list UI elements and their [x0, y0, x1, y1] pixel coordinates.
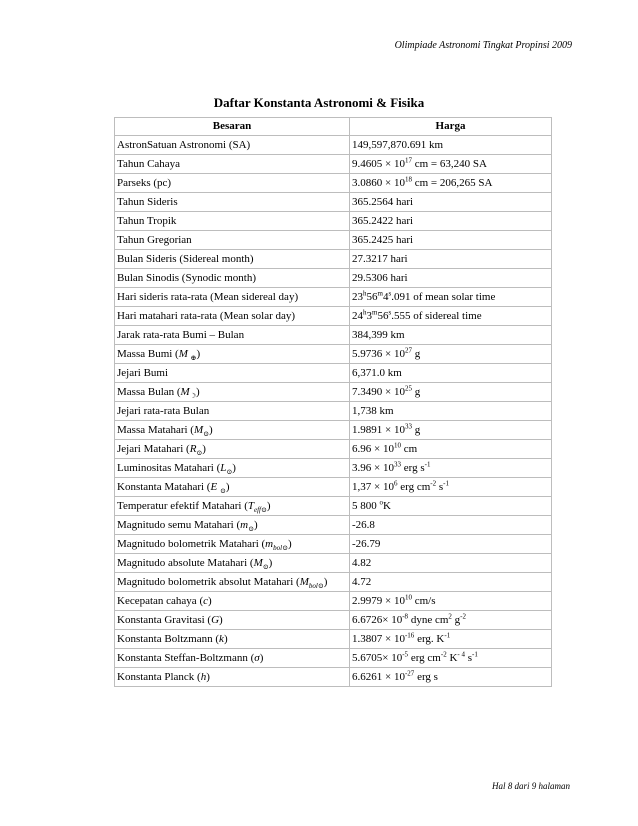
quantity-cell: Luminositas Matahari $(L_⊙)$	[115, 459, 350, 478]
value-cell: -26.79	[350, 535, 552, 554]
table-row	[115, 554, 552, 573]
table-row	[115, 478, 552, 497]
value-cell: -26.8	[350, 516, 552, 535]
quantity-cell: Temperatur efektif Matahari $(T_{eff⊙})$	[115, 497, 350, 516]
page-title: Daftar Konstanta Astronomi & Fisika	[213, 95, 425, 110]
quantity-cell: Hari sideris rata-rata (Mean sidereal day)	[115, 288, 350, 307]
value-cell: $6.6726\times 10^{-8}$ dyne $cm^2$ $g^{-2}$	[350, 611, 552, 630]
quantity-cell: Massa Bulan $(M_☽)$	[115, 383, 350, 402]
table-row	[115, 440, 552, 459]
quantity-cell: Jejari rata-rata Bulan	[115, 402, 350, 421]
quantity-cell: Magnitudo absolute Matahari $(M_⊙)$	[115, 554, 350, 573]
quantity-cell: Tahun Tropik	[115, 212, 350, 231]
table-row	[115, 136, 552, 155]
table-row	[115, 174, 552, 193]
table-row	[115, 231, 552, 250]
quantity-cell: Tahun Sideris	[115, 193, 350, 212]
running-header: Olimpiade Astronomi Tingkat Propinsi 2009	[394, 40, 572, 51]
value-cell: $1.3807 \times 10^{-16}$ erg. $K^{-1}$	[350, 630, 552, 649]
page-footer: Hal 8 dari 9 halaman	[491, 781, 570, 791]
table-row	[115, 193, 552, 212]
column-header-harga: Harga	[350, 118, 552, 136]
table-row	[115, 497, 552, 516]
value-cell: 365.2425 hari	[350, 231, 552, 250]
quantity-cell: Parseks (pc)	[115, 174, 350, 193]
value-cell: $5.6705\times 10^{-5}$ erg $cm^{-2}$ $K^{- 4}$ $s^{-1}$	[350, 649, 552, 668]
quantity-cell: Jejari Bumi	[115, 364, 350, 383]
constants-table	[114, 117, 552, 687]
table-row	[115, 573, 552, 592]
table-row	[115, 364, 552, 383]
quantity-cell: Bulan Sideris (Sidereal month)	[115, 250, 350, 269]
value-cell: 5 800 $^o$K	[350, 497, 552, 516]
value-cell: $9.4605 \times 10^{17}$ cm = 63,240 SA	[350, 155, 552, 174]
table-row	[115, 516, 552, 535]
value-cell: $1,37 \times 10^6$ erg $cm^{-2}$ $s^{-1}$	[350, 478, 552, 497]
quantity-cell: AstronSatuan Astronomi (SA)	[115, 136, 350, 155]
table-header-row	[115, 118, 552, 136]
table-row	[115, 592, 552, 611]
table-row	[115, 649, 552, 668]
table-row	[115, 611, 552, 630]
value-cell: $3.96 \times 10^{33}$ erg $s^{-1}$	[350, 459, 552, 478]
table-row	[115, 402, 552, 421]
value-cell: 1,738 km	[350, 402, 552, 421]
table-row	[115, 421, 552, 440]
quantity-cell: Konstanta Boltzmann (k)	[115, 630, 350, 649]
value-cell: 24$^h$3$^m$56$^s$.555 of sidereal time	[350, 307, 552, 326]
quantity-cell: Kecepatan cahaya (c)	[115, 592, 350, 611]
quantity-cell: Magnitudo bolometrik Matahari $(m_{bol⊙})$	[115, 535, 350, 554]
value-cell: $2.9979 \times 10^{10}$ cm/s	[350, 592, 552, 611]
column-header-besaran: Besaran	[115, 118, 350, 136]
quantity-cell: Jejari Matahari $(R_⊙)$	[115, 440, 350, 459]
table-row	[115, 155, 552, 174]
value-cell: $5.9736 \times 10^{27}$ g	[350, 345, 552, 364]
quantity-cell: Konstanta Gravitasi (G)	[115, 611, 350, 630]
quantity-cell: Massa Matahari $(M_⊙)$	[115, 421, 350, 440]
value-cell: $3.0860 \times 10^{18}$ cm = 206,265 SA	[350, 174, 552, 193]
table-row	[115, 307, 552, 326]
value-cell: 4.72	[350, 573, 552, 592]
quantity-cell: Konstanta Steffan-Boltzmann (σ)	[115, 649, 350, 668]
value-cell: $6.6261 \times 10^{-27}$ erg s	[350, 668, 552, 687]
quantity-cell: Hari matahari rata-rata (Mean solar day)	[115, 307, 350, 326]
quantity-cell: Tahun Cahaya	[115, 155, 350, 174]
quantity-cell: Bulan Sinodis (Synodic month)	[115, 269, 350, 288]
value-cell: $7.3490 \times 10^{25}$ g	[350, 383, 552, 402]
table-row	[115, 383, 552, 402]
table-row	[115, 459, 552, 478]
table-row	[115, 668, 552, 687]
value-cell: 29.5306 hari	[350, 269, 552, 288]
quantity-cell: Magnitudo semu Matahari $(m_⊙)$	[115, 516, 350, 535]
value-cell: 365.2422 hari	[350, 212, 552, 231]
value-cell: 4.82	[350, 554, 552, 573]
value-cell: 384,399 km	[350, 326, 552, 345]
table-body	[115, 136, 552, 687]
table-row	[115, 212, 552, 231]
value-cell: 23$^h$56$^m$4$^s$.091 of mean solar time	[350, 288, 552, 307]
table-row	[115, 535, 552, 554]
table-row	[115, 630, 552, 649]
table-row	[115, 345, 552, 364]
value-cell: 27.3217 hari	[350, 250, 552, 269]
quantity-cell: Jarak rata-rata Bumi – Bulan	[115, 326, 350, 345]
table-row	[115, 326, 552, 345]
value-cell: $1.9891 \times 10^{33}$ g	[350, 421, 552, 440]
value-cell: 365.2564 hari	[350, 193, 552, 212]
quantity-cell: Konstanta Matahari (E $_⊙$)	[115, 478, 350, 497]
value-cell: $6.96 \times 10^{10}$ cm	[350, 440, 552, 459]
table-row	[115, 269, 552, 288]
quantity-cell: Tahun Gregorian	[115, 231, 350, 250]
value-cell: 149,597,870.691 km	[350, 136, 552, 155]
table-row	[115, 288, 552, 307]
quantity-cell: Konstanta Planck (h)	[115, 668, 350, 687]
quantity-cell: Magnitudo bolometrik absolut Matahari $(M_{bol⊙})$	[115, 573, 350, 592]
value-cell: 6,371.0 km	[350, 364, 552, 383]
table-row	[115, 250, 552, 269]
quantity-cell: Massa Bumi (M $_\oplus$)	[115, 345, 350, 364]
